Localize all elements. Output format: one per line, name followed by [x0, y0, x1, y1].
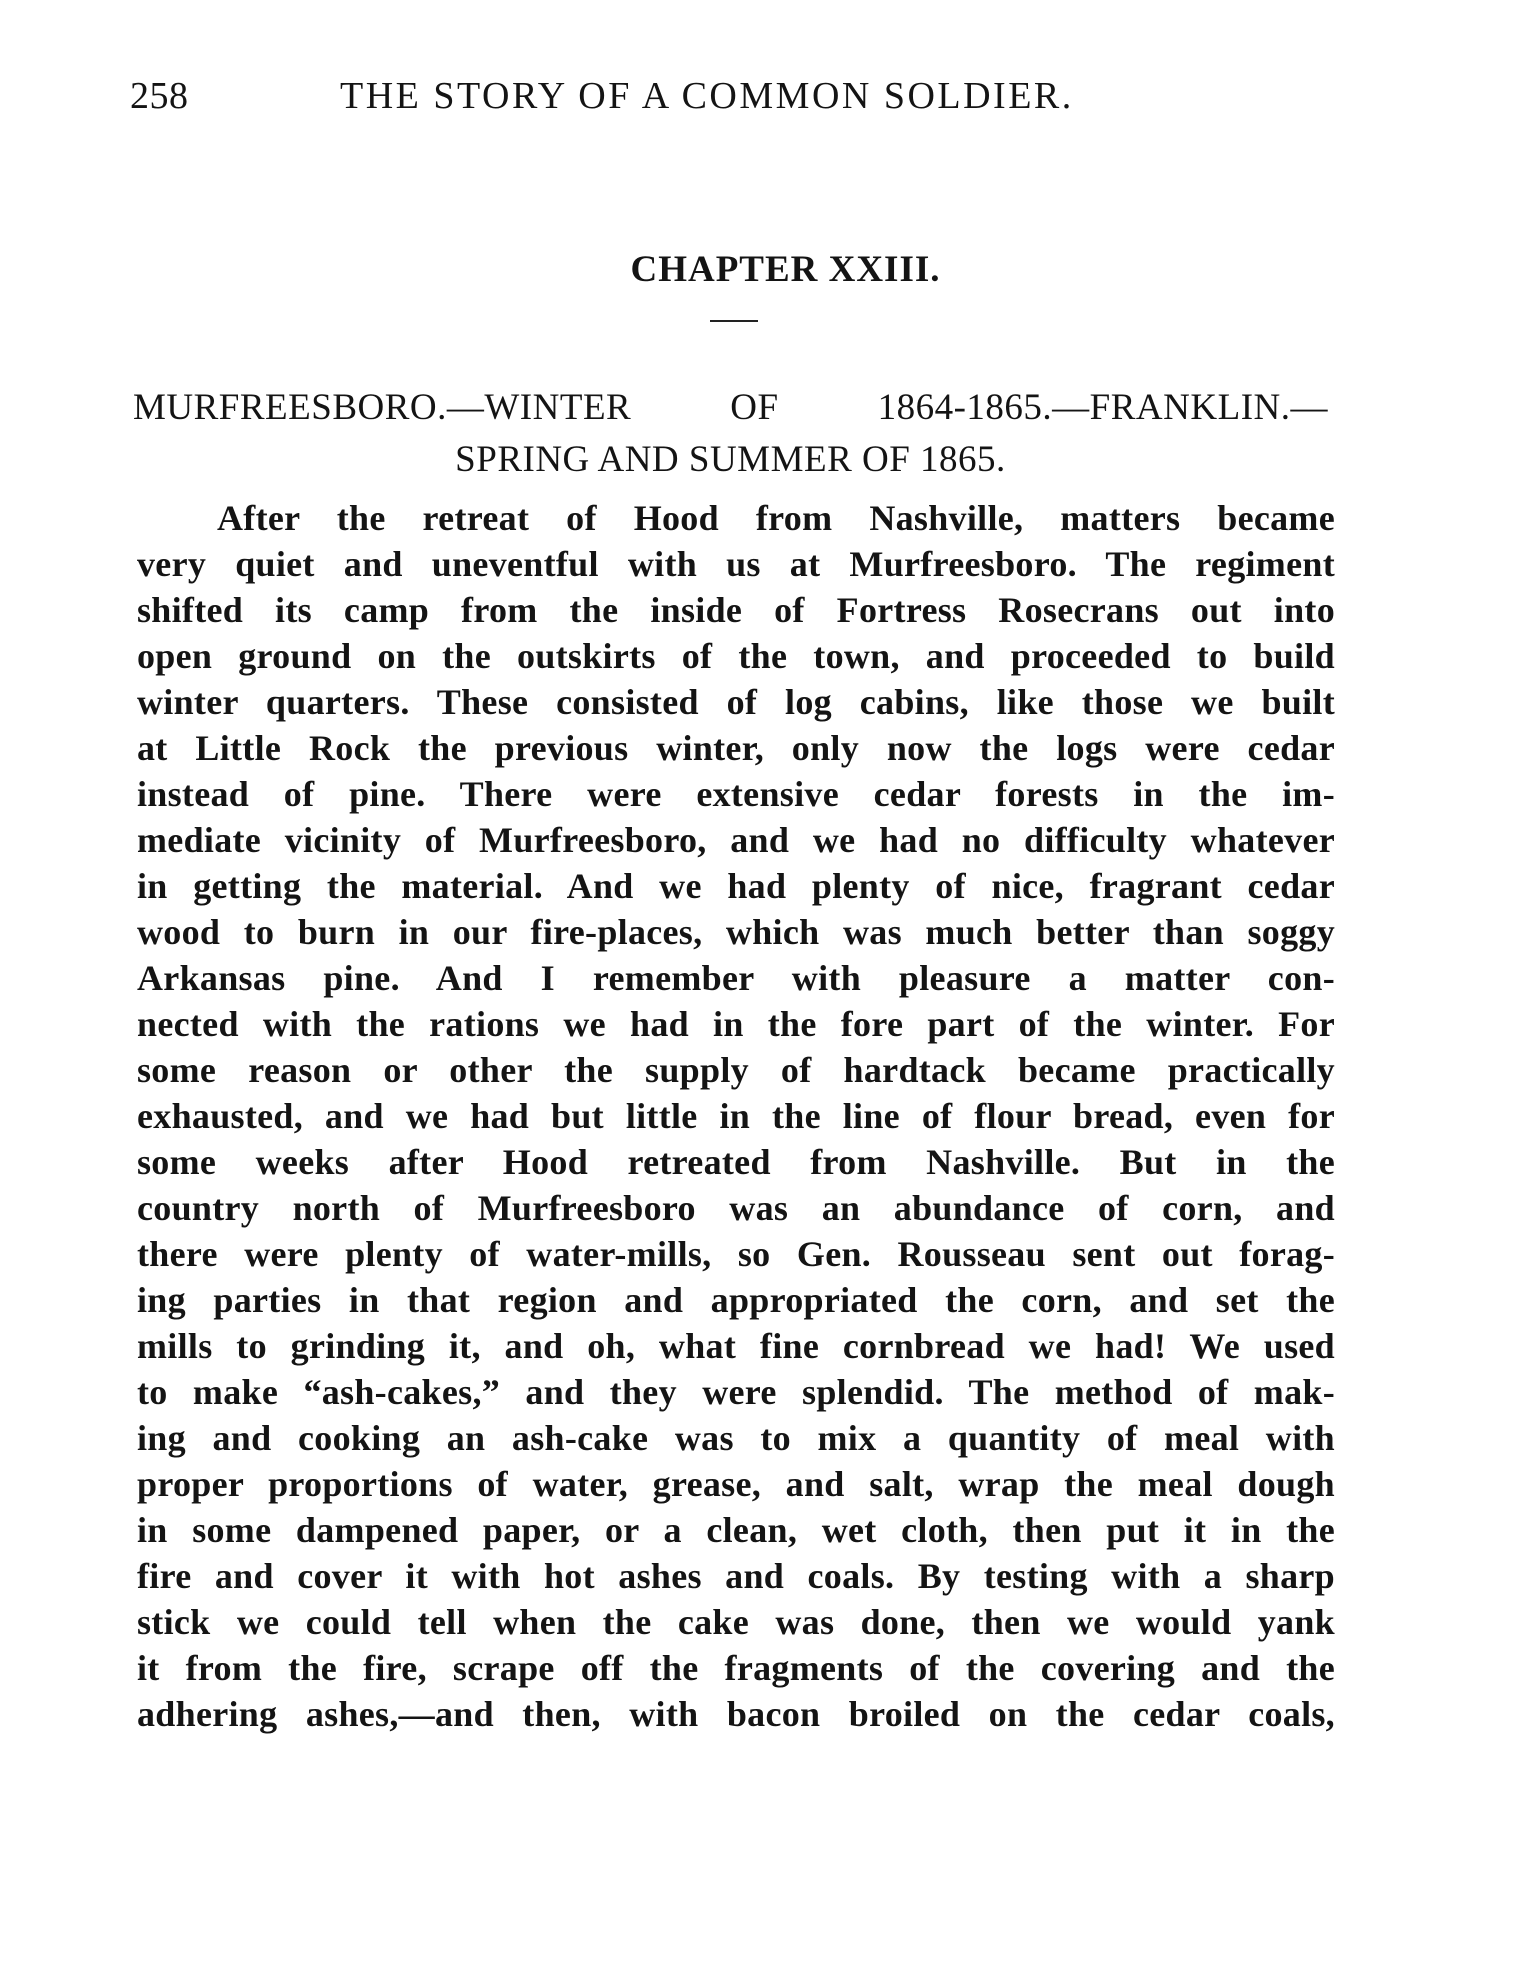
text-line: proper proportions of water, grease, and salt, wrap the meal dough [137, 1464, 1335, 1504]
text-line: ing parties in that region and appropriated the corn, and set the [137, 1280, 1335, 1320]
text-line: mills to grinding it, and oh, what fine cornbread we had! We used [137, 1326, 1335, 1366]
text-line: in some dampened paper, or a clean, wet cloth, then put it in the [137, 1510, 1335, 1550]
chapter-heading: CHAPTER XXIII. [630, 249, 941, 290]
text-line: instead of pine. There were extensive cedar forests in the im- [137, 774, 1335, 814]
subtitle-line-2: SPRING AND SUMMER OF 1865. [455, 439, 1006, 480]
text-line: mediate vicinity of Murfreesboro, and we had no difficulty whatever [137, 820, 1335, 860]
text-line: ing and cooking an ash-cake was to mix a quantity of meal with [137, 1418, 1335, 1458]
text-line: it from the fire, scrape off the fragments of the covering and the [137, 1648, 1335, 1688]
running-head [130, 74, 1340, 124]
text-line: some weeks after Hood retreated from Nashville. But in the [137, 1142, 1335, 1182]
body-paragraph [137, 495, 1335, 1737]
chapter-subtitle [133, 382, 1328, 486]
text-line: in getting the material. And we had plenty of nice, fragrant cedar [137, 866, 1335, 906]
heading-divider [710, 320, 758, 322]
subtitle-segment: MURFREESBORO.—WINTER [133, 387, 632, 428]
text-line: fire and cover it with hot ashes and coals. By testing with a sharp [137, 1556, 1335, 1596]
text-line: some reason or other the supply of hardtack became practically [137, 1050, 1335, 1090]
page-number: 258 [130, 75, 189, 117]
subtitle-segment: OF [730, 387, 779, 428]
text-line: nected with the rations we had in the fore part of the winter. For [137, 1004, 1335, 1044]
text-line: at Little Rock the previous winter, only now the logs were cedar [137, 728, 1335, 768]
text-line: After the retreat of Hood from Nashville, matters became [217, 498, 1335, 538]
text-line: shifted its camp from the inside of Fortress Rosecrans out into [137, 590, 1335, 630]
subtitle-line-1 [133, 382, 1328, 434]
text-line: Arkansas pine. And I remember with pleasure a matter con- [137, 958, 1335, 998]
text-line: wood to burn in our fire-places, which was much better than soggy [137, 912, 1335, 952]
text-line: very quiet and uneventful with us at Murfreesboro. The regiment [137, 544, 1335, 584]
subtitle-segment: 1864-1865.—FRANKLIN.— [877, 387, 1328, 428]
book-title: THE STORY OF A COMMON SOLDIER. [340, 75, 1074, 117]
text-line: stick we could tell when the cake was done, then we would yank [137, 1602, 1335, 1642]
text-line: country north of Murfreesboro was an abundance of corn, and [137, 1188, 1335, 1228]
text-line: to make “ash-cakes,” and they were splendid. The method of mak- [137, 1372, 1335, 1412]
text-line: open ground on the outskirts of the town, and proceeded to build [137, 636, 1335, 676]
text-line: winter quarters. These consisted of log cabins, like those we built [137, 682, 1335, 722]
text-line: adhering ashes,—and then, with bacon broiled on the cedar coals, [137, 1694, 1335, 1734]
text-line: there were plenty of water-mills, so Gen. Rousseau sent out forag- [137, 1234, 1335, 1274]
text-line: exhausted, and we had but little in the line of flour bread, even for [137, 1096, 1335, 1136]
